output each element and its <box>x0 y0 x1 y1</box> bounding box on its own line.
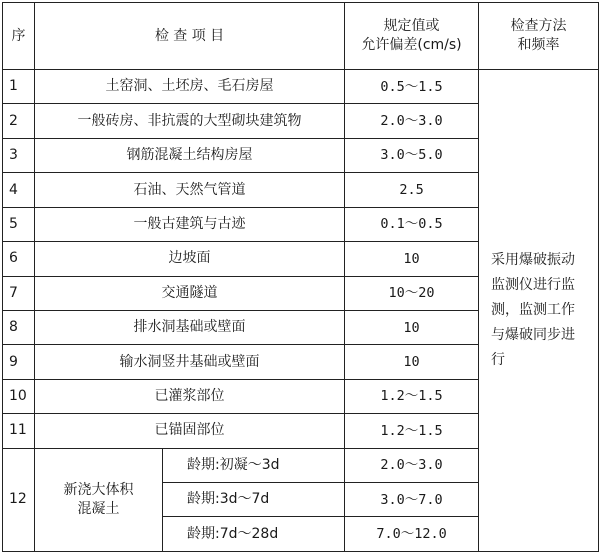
row-value: 3.0～7.0 <box>345 483 479 517</box>
row-number: 4 <box>3 173 35 207</box>
row-number: 9 <box>3 345 35 379</box>
row-item: 排水洞基础或壁面 <box>35 310 345 344</box>
row-number: 10 <box>3 379 35 413</box>
header-value <box>345 3 479 70</box>
row-number: 3 <box>3 138 35 172</box>
row-number: 1 <box>3 70 35 104</box>
row12-item-line2: 混凝土 <box>77 500 120 517</box>
row-item: 钢筋混凝土结构房屋 <box>35 138 345 172</box>
header-method <box>479 3 599 70</box>
header-method-line1: 检查方法 <box>510 18 567 35</box>
row-number: 12 <box>3 448 35 551</box>
row-value: 0.5～1.5 <box>345 70 479 104</box>
header-value-line2: 允许偏差(cm/s) <box>361 37 462 53</box>
row12-item <box>35 448 163 551</box>
row-item: 石油、天然气管道 <box>35 173 345 207</box>
row-item: 边坡面 <box>35 242 345 276</box>
row-value: 2.5 <box>345 173 479 207</box>
row-number: 11 <box>3 414 35 448</box>
header-seq: 序 <box>3 3 35 70</box>
row-item: 已锚固部位 <box>35 414 345 448</box>
row-number: 5 <box>3 207 35 241</box>
row12-age: 龄期:7d～28d <box>163 517 345 552</box>
header-item: 检 查 项 目 <box>35 3 345 70</box>
row-item: 一般砖房、非抗震的大型砌块建筑物 <box>35 104 345 138</box>
header-row <box>3 3 599 70</box>
row12-age: 龄期:初凝～3d <box>163 448 345 482</box>
row-value: 1.2～1.5 <box>345 414 479 448</box>
row-item: 交通隧道 <box>35 276 345 310</box>
row-value: 0.1～0.5 <box>345 207 479 241</box>
row-value: 10 <box>345 242 479 276</box>
row-number: 7 <box>3 276 35 310</box>
row12-item-line1: 新浇大体积 <box>63 481 134 498</box>
row-value: 7.0～12.0 <box>345 517 479 552</box>
row-value: 10 <box>345 345 479 379</box>
row-value: 10 <box>345 310 479 344</box>
row-item: 已灌浆部位 <box>35 379 345 413</box>
method-cell: 采用爆破振动监测仪进行监测，监测工作与爆破同步进行 <box>479 70 599 552</box>
inspection-table <box>2 2 599 552</box>
row-item: 输水洞竖井基础或壁面 <box>35 345 345 379</box>
row-value: 3.0～5.0 <box>345 138 479 172</box>
row-value: 10～20 <box>345 276 479 310</box>
row-item: 一般古建筑与古迹 <box>35 207 345 241</box>
row-item: 土窑洞、土坯房、毛石房屋 <box>35 70 345 104</box>
row12-age: 龄期:3d～7d <box>163 483 345 517</box>
header-value-line1: 规定值或 <box>383 18 440 35</box>
row-number: 8 <box>3 310 35 344</box>
row-number: 2 <box>3 104 35 138</box>
row-number: 6 <box>3 242 35 276</box>
row-value: 1.2～1.5 <box>345 379 479 413</box>
row-value: 2.0～3.0 <box>345 448 479 482</box>
header-method-line2: 和频率 <box>517 37 560 53</box>
table-row <box>3 70 599 104</box>
row-value: 2.0～3.0 <box>345 104 479 138</box>
